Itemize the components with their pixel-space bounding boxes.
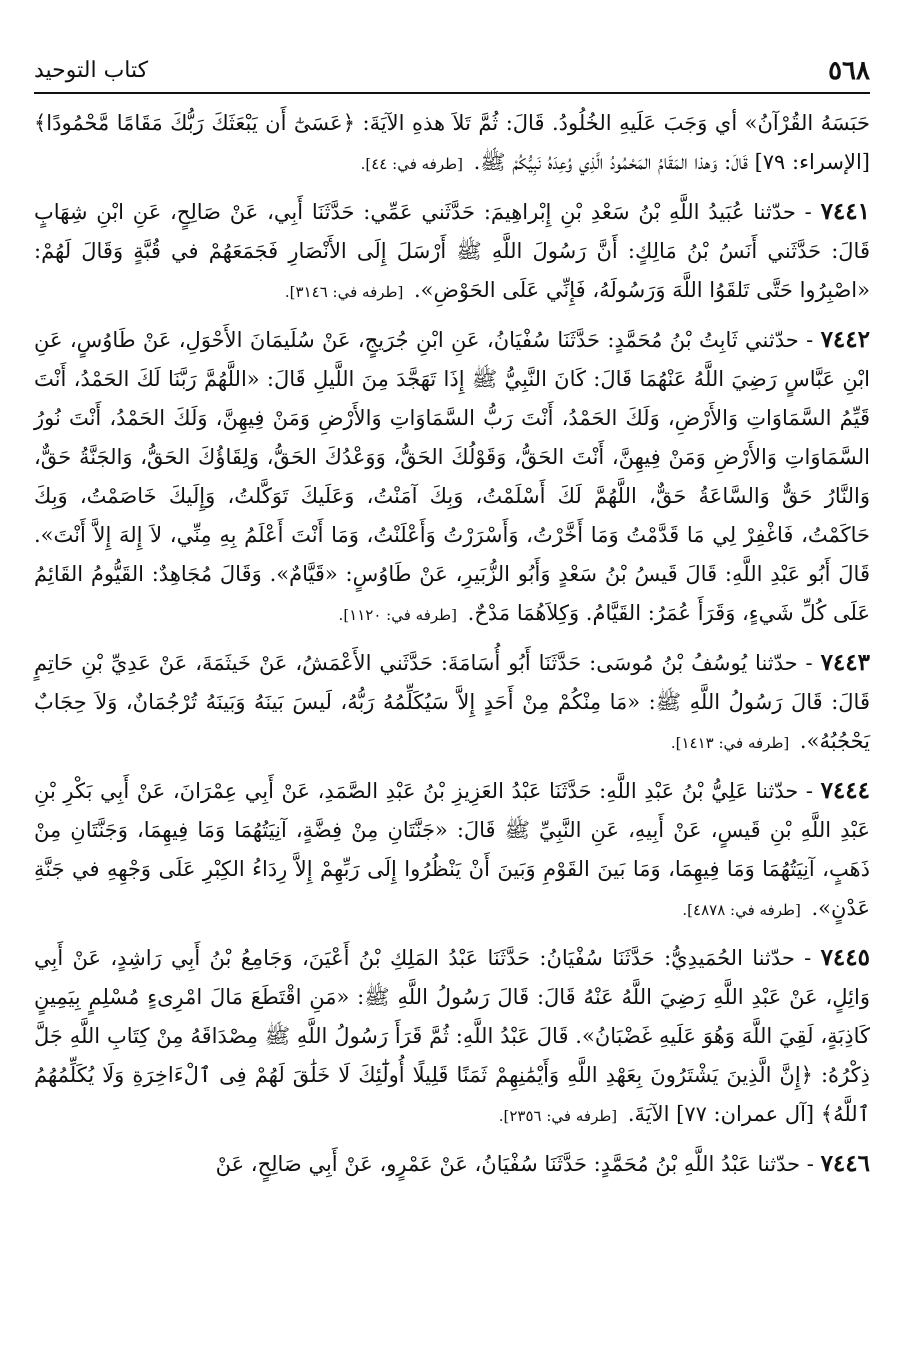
book-page <box>34 52 870 1184</box>
cross-reference: [طرفه في: ٣١٤٦]. <box>284 283 404 301</box>
hadith-text: حدّثنا عَبْدُ اللَّهِ بْنُ مُحَمَّدٍ: حَدَّثَنَا سُفْيَانُ، عَنْ عَمْرٍو، عَنْ أَبِي صَالِحٍ، عَنْ <box>215 1152 801 1176</box>
page-header <box>34 52 870 94</box>
hadith-number: ٧٤٤٥ <box>820 944 870 971</box>
hadith-text: حدّثني ثَابِتُ بْنُ مُحَمَّدٍ: حَدَّثَنَا سُفْيَانُ، عَنِ ابْنِ جُرَيجٍ، عَنْ سُلَيمَانَ الأَحْوَلِ، عَنْ طَاوُسٍ، عَنِ ابْنِ عَبَّاسٍ رَضِيَ اللَّهُ عَنْهُمَا قَالَ: كَانَ النَّبِيُّ ﷺ إِذَا تَهَجَّدَ مِنَ اللَّيلِ قَالَ: «اللَّهُمَّ رَبَّنَا لَكَ الحَمْدُ، أَنْتَ قَيِّمُ السَّمَاوَاتِ وَالأَرْضِ، وَلَكَ الحَمْدُ، أَنْتَ رَبُّ السَّمَاوَاتِ وَالأَرْضِ وَمَنْ فِيهِنَّ، وَلَكَ الحَمْدُ، أَنْتَ نُورُ السَّمَاوَاتِ وَالأَرْضِ وَمَنْ فِيهِنَّ، أَنْتَ الحَقُّ، وَقَوْلُكَ الحَقُّ، وَوَعْدُكَ الحَقُّ، وَلِقَاؤُكَ الحَقُّ، وَالجَنَّةُ حَقٌّ، وَالنَّارُ حَقٌّ وَالسَّاعَةُ حَقٌّ، اللَّهُمَّ لَكَ أَسْلَمْتُ، وَبِكَ آمَنْتُ، وَعَلَيكَ تَوَكَّلتُ، وَإِلَيكَ خَاصَمْتُ، وَبِكَ حَاكَمْتُ، فَاغْفِرْ لِي مَا قَدَّمْتُ وَمَا أَخَّرْتُ، وَأَسْرَرْتُ وَأَعْلَنْتُ، وَمَا أَنْتَ أَعْلَمُ بِهِ مِنِّي، لاَ إِلهَ إِلاَّ أَنْتَ». قَالَ أَبُو عَبْدِ اللَّهِ: قَالَ قَيسُ بْنُ سَعْدٍ وَأَبُو الزُّبَيرِ، عَنْ طَاوُسٍ: «قَيَّامٌ». وَقَالَ مُجَاهِدٌ: القَيُّومُ القَائِمُ عَلَى كُلِّ شَيءٍ، وَقَرَأَ عُمَرُ: القَيَّامُ. وَكِلاَهُمَا مَدْحٌ. <box>34 328 870 625</box>
hadith-number: ٧٤٤١ <box>820 198 870 225</box>
cross-reference: [طرفه في: ٤٤]. <box>360 155 463 173</box>
book-title: كتاب التوحيد <box>34 58 149 83</box>
hadith-number: ٧٤٤٤ <box>820 777 870 804</box>
cross-reference: [طرفه في: ١١٢٠]. <box>338 606 457 624</box>
hadith-number: ٧٤٤٦ <box>820 1150 870 1177</box>
page-number: ٥٦٨ <box>828 56 870 86</box>
continuation-paragraph <box>34 104 870 184</box>
paragraph-text: حَبَسَهُ القُرْآنُ» أي وَجَبَ عَلَيهِ الخُلُودُ. قَالَ: ثُمَّ تَلاَ هذهِ الآيَةَ: ﴿عَسَىٰٓ أَن يَبْعَثَكَ رَبُّكَ مَقَامًا مَّحْمُودًا﴾ [الإسراء: ٧٩] قَالَ: وَهذا المَقَامُ المَحْمُودُ الَّذِي وُعِدَهُ نَبِيُّكُمْ ﷺ. <box>34 111 870 174</box>
cross-reference: [طرفه في: ٤٨٧٨]. <box>682 901 801 919</box>
hadith-7444: ٧٤٤٤ - حدّثنا عَلِيُّ بْنُ عَبْدِ اللَّهِ: حَدَّثَنَا عَبْدُ العَزِيزِ بْنُ عَبْدِ الصَّمَدِ، عَنْ أَبِي عِمْرَانَ، عَنْ أَبِي بَكْرِ بْنِ عَبْدِ اللَّهِ بْنِ قَيسٍ، عَنْ أَبِيهِ، عَنِ النَّبِيِّ ﷺ قَالَ: «جَنَّتَانِ مِنْ فِضَّةٍ، آنِيَتُهُمَا وَمَا فِيهِمَا، وَجَنَّتَانِ مِنْ ذَهَبٍ، آنِيَتُهُمَا وَمَا فِيهِمَا، وَمَا بَينَ القَوْمِ وَبَينَ أَنْ يَنْظُرُوا إِلَى رَبِّهِمْ إِلاَّ رِدَاءُ الكِبْرِ عَلَى وَجْهِهِ في جَنَّةِ عَدْنٍ». [طرفه في: ٤٨٧٨]. <box>34 777 870 920</box>
hadith-7446: ٧٤٤٦ - حدّثنا عَبْدُ اللَّهِ بْنُ مُحَمَّدٍ: حَدَّثَنَا سُفْيَانُ، عَنْ عَمْرٍو، عَنْ أَبِي صَالِحٍ، عَنْ <box>215 1150 870 1177</box>
cross-reference: [طرفه في: ١٤١٣]. <box>670 734 790 752</box>
hadith-text: حدّثنا يُوسُفُ بْنُ مُوسَى: حَدَّثَنَا أَبُو أُسَامَةَ: حَدَّثَني الأَعْمَشُ، عَنْ خَيثَمَةَ، عَنْ عَدِيِّ بْنِ حَاتِمٍ قَالَ: قَالَ رَسُولُ اللَّهِ ﷺ: «مَا مِنْكُمْ مِنْ أَحَدٍ إِلاَّ سَيُكَلِّمُهُ رَبُّهُ، لَيسَ بَينَهُ وَبَينَهُ تُرْجُمَانٌ، وَلاَ حِجَابٌ يَحْجُبُهُ». <box>34 651 870 753</box>
hadith-text: حدّثنا عَلِيُّ بْنُ عَبْدِ اللَّهِ: حَدَّثَنَا عَبْدُ العَزِيزِ بْنُ عَبْدِ الصَّمَدِ، عَنْ أَبِي عِمْرَانَ، عَنْ أَبِي بَكْرِ بْنِ عَبْدِ اللَّهِ بْنِ قَيسٍ، عَنْ أَبِيهِ، عَنِ النَّبِيِّ ﷺ قَالَ: «جَنَّتَانِ مِنْ فِضَّةٍ، آنِيَتُهُمَا وَمَا فِيهِمَا، وَجَنَّتَانِ مِنْ ذَهَبٍ، آنِيَتُهُمَا وَمَا فِيهِمَا، وَمَا بَينَ القَوْمِ وَبَينَ أَنْ يَنْظُرُوا إِلَى رَبِّهِمْ إِلاَّ رِدَاءُ الكِبْرِ عَلَى وَجْهِهِ في جَنَّةِ عَدْنٍ». <box>34 779 870 920</box>
hadith-7441: ٧٤٤١ - حدّثنا عُبَيدُ اللَّهِ بْنُ سَعْدِ بْنِ إِبْراهِيمَ: حَدَّثَني عَمِّي: حَدَّثَنَا أَبِي، عَنْ صَالِحٍ، عَنِ ابْنِ شِهَابٍ قَالَ: حَدَّثَني أَنَسُ بْنُ مَالِكٍ: أَنَّ رَسُولَ اللَّهِ ﷺ أَرْسَلَ إِلَى الأَنْصَارِ فَجَمَعَهُمْ في قُبَّةٍ وَقَالَ لَهُمْ: «اصْبِرُوا حَتَّى تَلقَوُا اللَّهَ وَرَسُولَهُ، فَإِنِّي عَلَى الحَوْضِ». [طرفه في: ٣١٤٦]. <box>34 198 870 302</box>
hadith-text: حدّثنا عُبَيدُ اللَّهِ بْنُ سَعْدِ بْنِ إِبْراهِيمَ: حَدَّثَني عَمِّي: حَدَّثَنَا أَبِي، عَنْ صَالِحٍ، عَنِ ابْنِ شِهَابٍ قَالَ: حَدَّثَني أَنَسُ بْنُ مَالِكٍ: أَنَّ رَسُولَ اللَّهِ ﷺ أَرْسَلَ إِلَى الأَنْصَارِ فَجَمَعَهُمْ في قُبَّةٍ وَقَالَ لَهُمْ: «اصْبِرُوا حَتَّى تَلقَوُا اللَّهَ وَرَسُولَهُ، فَإِنِّي عَلَى الحَوْضِ». <box>34 200 870 302</box>
hadith-number: ٧٤٤٣ <box>820 649 870 676</box>
hadith-number: ٧٤٤٢ <box>820 326 870 353</box>
hadith-text: حدّثنا الحُمَيدِيُّ: حَدَّثَنَا سُفْيَانُ: حَدَّثَنَا عَبْدُ المَلِكِ بْنُ أَعْيَنَ، وَجَامِعُ بْنُ أَبِي رَاشِدٍ، عَنْ أَبِي وَائِلٍ، عَنْ عَبْدِ اللَّهِ رَضِيَ اللَّهُ عَنْهُ قَالَ: قَالَ رَسُولُ اللَّهِ ﷺ: «مَنِ اقْتَطَعَ مَالَ امْرِىءٍ مُسْلِمٍ بِيَمِينٍ كَاذِبَةٍ، لَقِيَ اللَّهَ وَهُوَ عَلَيهِ غَضْبَانُ». قَالَ عَبْدُ اللَّهِ: ثُمَّ قَرَأَ رَسُولُ اللَّهِ ﷺ مِصْدَاقَهُ مِنْ كِتَابِ اللَّهِ جَلَّ ذِكْرُهُ: ﴿إِنَّ الَّذِينَ يَشْتَرُونَ بِعَهْدِ اللَّهِ وَأَيْمَٰنِهِمْ ثَمَنًا قَلِيلًا أُولَٰٓئِكَ لَا خَلَٰقَ لَهُمْ فِى ٱلْءَاخِرَةِ وَلَا يُكَلِّمُهُمُ ٱللَّهُ﴾ [آل عمران: ٧٧] الآيَةَ. <box>34 946 870 1126</box>
hadith-7442: ٧٤٤٢ - حدّثني ثَابِتُ بْنُ مُحَمَّدٍ: حَدَّثَنَا سُفْيَانُ، عَنِ ابْنِ جُرَيجٍ، عَنْ سُلَيمَانَ الأَحْوَلِ، عَنْ طَاوُسٍ، عَنِ ابْنِ عَبَّاسٍ رَضِيَ اللَّهُ عَنْهُمَا قَالَ: كَانَ النَّبِيُّ ﷺ إِذَا تَهَجَّدَ مِنَ اللَّيلِ قَالَ: «اللَّهُمَّ رَبَّنَا لَكَ الحَمْدُ، أَنْتَ قَيِّمُ السَّمَاوَاتِ وَالأَرْضِ، وَلَكَ الحَمْدُ، أَنْتَ رَبُّ السَّمَاوَاتِ وَالأَرْضِ وَمَنْ فِيهِنَّ، وَلَكَ الحَمْدُ، أَنْتَ نُورُ السَّمَاوَاتِ وَالأَرْضِ وَمَنْ فِيهِنَّ، أَنْتَ الحَقُّ، وَقَوْلُكَ الحَقُّ، وَوَعْدُكَ الحَقُّ، وَلِقَاؤُكَ الحَقُّ، وَالجَنَّةُ حَقٌّ، وَالنَّارُ حَقٌّ وَالسَّاعَةُ حَقٌّ، اللَّهُمَّ لَكَ أَسْلَمْتُ، وَبِكَ آمَنْتُ، وَعَلَيكَ تَوَكَّلتُ، وَإِلَيكَ خَاصَمْتُ، وَبِكَ حَاكَمْتُ، فَاغْفِرْ لِي مَا قَدَّمْتُ وَمَا أَخَّرْتُ، وَأَسْرَرْتُ وَأَعْلَنْتُ، وَمَا أَنْتَ أَعْلَمُ بِهِ مِنِّي، لاَ إِلهَ إِلاَّ أَنْتَ». قَالَ أَبُو عَبْدِ اللَّهِ: قَالَ قَيسُ بْنُ سَعْدٍ وَأَبُو الزُّبَيرِ، عَنْ طَاوُسٍ: «قَيَّامٌ». وَقَالَ مُجَاهِدٌ: القَيُّومُ القَائِمُ عَلَى كُلِّ شَيءٍ، وَقَرَأَ عُمَرُ: القَيَّامُ. وَكِلاَهُمَا مَدْحٌ. [طرفه في: ١١٢٠]. <box>34 326 870 625</box>
hadith-7445: ٧٤٤٥ - حدّثنا الحُمَيدِيُّ: حَدَّثَنَا سُفْيَانُ: حَدَّثَنَا عَبْدُ المَلِكِ بْنُ أَعْيَنَ، وَجَامِعُ بْنُ أَبِي رَاشِدٍ، عَنْ أَبِي وَائِلٍ، عَنْ عَبْدِ اللَّهِ رَضِيَ اللَّهُ عَنْهُ قَالَ: قَالَ رَسُولُ اللَّهِ ﷺ: «مَنِ اقْتَطَعَ مَالَ امْرِىءٍ مُسْلِمٍ بِيَمِينٍ كَاذِبَةٍ، لَقِيَ اللَّهَ وَهُوَ عَلَيهِ غَضْبَانُ». قَالَ عَبْدُ اللَّهِ: ثُمَّ قَرَأَ رَسُولُ اللَّهِ ﷺ مِصْدَاقَهُ مِنْ كِتَابِ اللَّهِ جَلَّ ذِكْرُهُ: ﴿إِنَّ الَّذِينَ يَشْتَرُونَ بِعَهْدِ اللَّهِ وَأَيْمَٰنِهِمْ ثَمَنًا قَلِيلًا أُولَٰٓئِكَ لَا خَلَٰقَ لَهُمْ فِى ٱلْءَاخِرَةِ وَلَا يُكَلِّمُهُمُ ٱللَّهُ﴾ [آل عمران: ٧٧] الآيَةَ. [طرفه في: ٢٣٥٦]. <box>34 944 870 1126</box>
cross-reference: [طرفه في: ٢٣٥٦]. <box>498 1107 618 1125</box>
hadith-7443: ٧٤٤٣ - حدّثنا يُوسُفُ بْنُ مُوسَى: حَدَّثَنَا أَبُو أُسَامَةَ: حَدَّثَني الأَعْمَشُ، عَنْ خَيثَمَةَ، عَنْ عَدِيِّ بْنِ حَاتِمٍ قَالَ: قَالَ رَسُولُ اللَّهِ ﷺ: «مَا مِنْكُمْ مِنْ أَحَدٍ إِلاَّ سَيُكَلِّمُهُ رَبُّهُ، لَيسَ بَينَهُ وَبَينَهُ تُرْجُمَانٌ، وَلاَ حِجَابٌ يَحْجُبُهُ». [طرفه في: ١٤١٣]. <box>34 649 870 753</box>
